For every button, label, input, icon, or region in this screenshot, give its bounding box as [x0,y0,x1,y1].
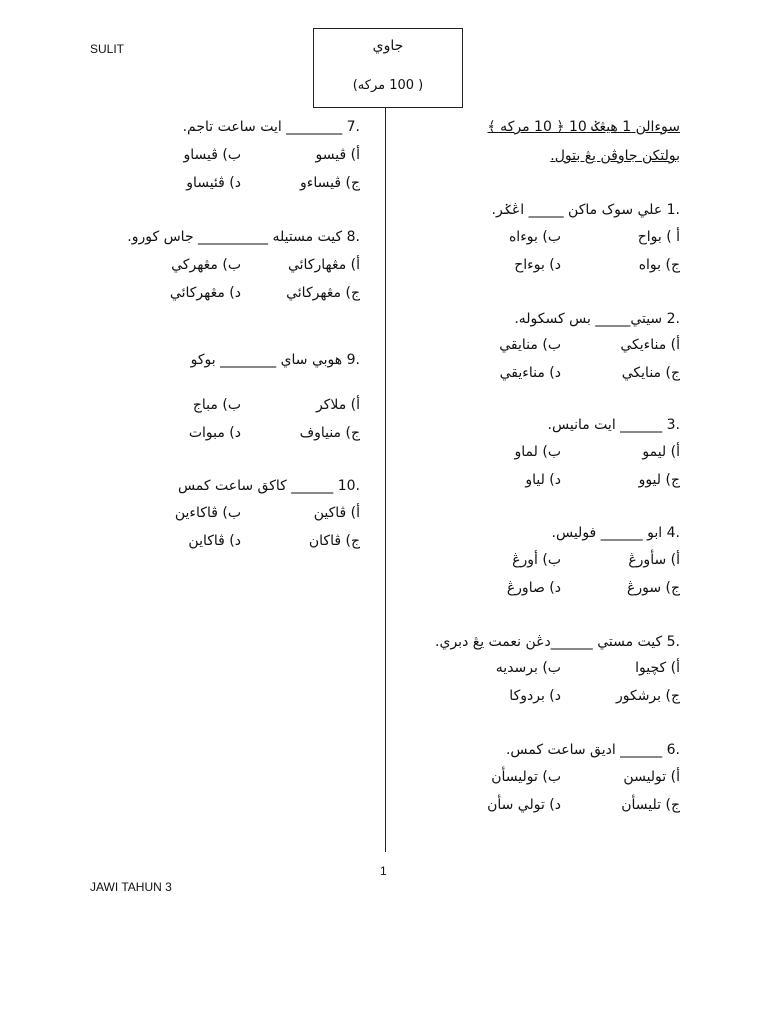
option-c[interactable]: ج) برشکور [615,688,680,704]
option-b[interactable]: ب) ڤيساو [183,147,241,163]
option-d[interactable]: د) لياو [525,472,561,488]
question-stem: .7 ________ ايت ساعت تاجم. [182,119,360,135]
option-b[interactable]: ب) توليسأن [491,769,561,785]
option-b[interactable]: ب) ڤاکاءين [174,505,241,521]
option-a[interactable]: أ) ڤيسو [315,147,360,163]
page-number: 1 [380,864,387,878]
question-stem: .10 ______ کاکق ساعت کمس [177,478,360,494]
option-a[interactable]: أ) ڤاکين [313,505,360,521]
page-title: جاوي [372,38,404,54]
option-b[interactable]: ب) برسديه [495,660,561,676]
option-d[interactable]: د) تولي سأن [487,797,561,813]
instructions-line-1: سوءالن 1 هيڠݢ 10 ﴿ 10 مركه ﴾ [487,119,680,135]
option-b[interactable]: ب) مباج [192,397,241,413]
option-d[interactable]: د) ڤئيساو [186,175,241,191]
option-a[interactable]: أ) سأورڠ [628,552,680,568]
option-c[interactable]: ج) منياوف [299,425,360,441]
option-c[interactable]: ج) مڠهرکائي [286,285,360,301]
question-stem: .6 ______ اديق ساعت کمس. [505,742,680,758]
question-stem: .9 هوبي ساي ________ بوکو [190,352,360,368]
option-d[interactable]: د) بوءاح [514,257,561,273]
option-b[interactable]: ب) بوءاه [508,229,561,245]
option-c[interactable]: ج) سورڠ [626,580,680,596]
option-d[interactable]: د) ڤاکاين [188,533,241,549]
question-stem: .8 کيت مستيله __________ جاس کورو. [127,229,360,245]
option-a[interactable]: أ ) بواح [637,229,680,245]
option-a[interactable]: أ) کچيوا [635,660,680,676]
option-c[interactable]: ج) بواه [638,257,680,273]
option-d[interactable]: د) مناءيقي [499,365,561,381]
option-c[interactable]: ج) منايکي [621,365,680,381]
option-b[interactable]: ب) أورڠ [512,552,561,568]
question-stem: .4 ابو ______ فوليس. [551,525,680,541]
option-a[interactable]: أ) ليمو [642,444,680,460]
option-b[interactable]: ب) مڠهرکي [171,257,241,273]
option-a[interactable]: أ) مڠهارکائي [287,257,360,273]
question-stem: .3 ______ ايت مانيس. [547,417,680,433]
option-b[interactable]: ب) منايقي [499,337,561,353]
total-marks: ( 100 مركه) [352,78,424,93]
footer-label: JAWI TAHUN 3 [90,880,172,894]
option-b[interactable]: ب) لماو [514,444,561,460]
option-c[interactable]: ج) ڤاکان [308,533,360,549]
question-stem: .5 کيت مستي ______دڠن نعمت يڠ دبري. [435,634,680,650]
column-divider [385,108,386,852]
question-stem: .2 سيتي_____ بس کسکوله. [514,311,680,327]
option-c[interactable]: ج) ليوو [638,472,680,488]
option-a[interactable]: أ) ملاکر [315,397,360,413]
question-stem: .1 علي سوک ماکن _____ اڠݢر. [491,202,680,218]
option-c[interactable]: ج) ڤيساءو [300,175,360,191]
header-sulit: SULIT [90,42,125,56]
option-d[interactable]: د) صاورڠ [506,580,561,596]
option-d[interactable]: د) مڠهرکائي [169,285,241,301]
title-box [313,28,463,108]
instructions-line-2: بولتكن جاوڤن يڠ بتول. [550,148,680,164]
option-d[interactable]: د) مبوات [188,425,241,441]
option-c[interactable]: ج) تليسأن [621,797,680,813]
option-a[interactable]: أ) مناءيکي [620,337,680,353]
option-a[interactable]: أ) توليسن [623,769,680,785]
option-d[interactable]: د) بردوکا [509,688,561,704]
